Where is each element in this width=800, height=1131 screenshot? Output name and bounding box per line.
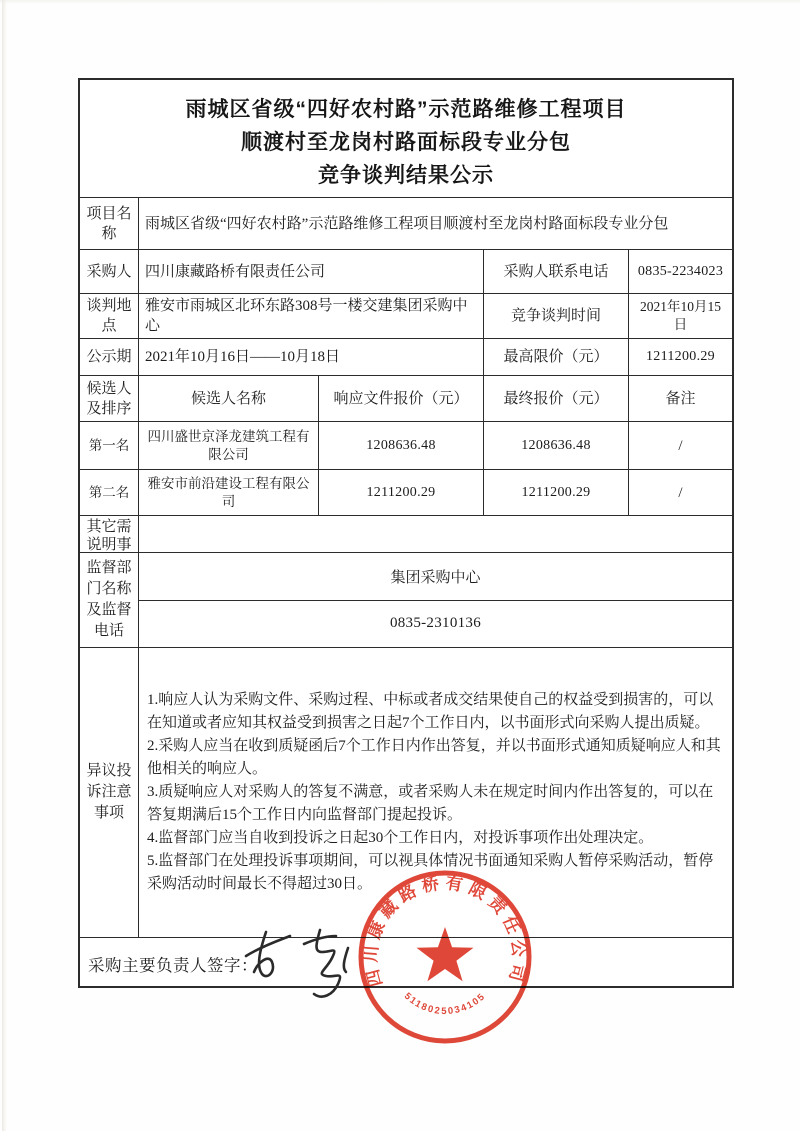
objection-item-4: 4.监督部门应当自收到投诉之日起30个工作日内，对投诉事项作出处理决定。 — [147, 830, 654, 846]
negotiation-time-value: 2021年10月15日 — [640, 299, 721, 332]
company-seal — [350, 862, 540, 1052]
candidates-name-header: 候选人名称 — [139, 376, 319, 421]
objection-item-5: 5.监督部门在处理投诉事项期间，可以视具体情况书面通知采购人暂停采购活动，暂停采购活动时间最长不得超过30日。 — [147, 853, 714, 892]
purchaser-phone-label: 采购人联系电话 — [484, 250, 629, 293]
negotiation-place-label: 谈判地点 — [80, 294, 139, 338]
price-limit-value: 1211200.29 — [646, 349, 715, 364]
row-other-notes — [80, 515, 732, 552]
publicity-label: 公示期 — [80, 339, 139, 375]
signature-label: 采购主要负责人签字： — [88, 955, 258, 975]
notice-table — [78, 78, 734, 988]
title-line-3: 竞争谈判结果公示 — [318, 163, 494, 187]
candidate-row-1 — [80, 421, 732, 469]
candidates-header-row — [80, 375, 732, 421]
candidate-2-name: 雅安市前沿建设工程有限公司 — [139, 470, 319, 515]
title-line-1: 雨城区省级“四好农村路”示范路维修工程项目 — [185, 97, 627, 121]
candidates-rank-header: 候选人及排序 — [80, 376, 139, 421]
candidate-2-remark: / — [678, 484, 683, 501]
candidate-1-remark: / — [678, 437, 683, 454]
publicity-value: 2021年10月16日——10月18日 — [139, 339, 484, 375]
seal-company-name: 四川康藏路桥有限责任公司 — [361, 873, 529, 989]
seal-registration-code: 5118025034105 — [401, 990, 489, 1018]
row-supervision — [80, 552, 732, 647]
paper-scan-edge-top — [0, 0, 800, 4]
candidate-1-rank: 第一名 — [80, 422, 139, 469]
candidate-2-rank: 第二名 — [80, 470, 139, 515]
candidate-row-2 — [80, 469, 732, 515]
objection-item-3: 3.质疑响应人对采购人的答复不满意，或者采购人未在规定时间内作出答复的，可以在答复期满后15个工作日内向监督部门提起投诉。 — [147, 784, 714, 823]
other-notes-label: 其它需说明事 — [80, 516, 139, 556]
purchaser-value: 四川康藏路桥有限责任公司 — [139, 250, 484, 293]
objection-item-1: 1.响应人认为采购文件、采购过程、中标或者成交结果使自己的权益受到损害的，可以在知道或者应知其权益受到损害之日起7个工作日内，以书面形式向采购人提出质疑。 — [147, 692, 714, 731]
row-negotiation — [80, 293, 732, 338]
supervision-phone: 0835-2310136 — [389, 615, 482, 632]
negotiation-place-value: 雅安市雨城区北环东路308号一楼交建集团采购中心 — [139, 294, 484, 338]
svg-text:5118025034105 — [402, 991, 488, 1017]
supervision-label: 监督部门名称及监督电话 — [80, 553, 139, 647]
price-limit-label: 最高限价（元） — [484, 339, 629, 375]
other-notes-value — [139, 516, 732, 556]
candidates-final-price-header: 最终报价（元） — [484, 376, 629, 421]
seal-star-icon — [417, 927, 474, 981]
supervision-values — [139, 553, 732, 647]
candidates-doc-price-header: 响应文件报价（元） — [319, 376, 484, 421]
candidate-2-final-price: 1211200.29 — [484, 470, 629, 515]
candidate-1-name: 四川盛世京泽龙建筑工程有限公司 — [139, 422, 319, 469]
notice-title — [80, 80, 732, 197]
row-project-name — [80, 197, 732, 249]
objection-item-2: 2.采购人应当在收到质疑函后7个工作日内作出答复，并以书面形式通知质疑响应人和其他相关的响应人。 — [147, 738, 721, 777]
project-name-value: 雨城区省级“四好农村路”示范路维修工程项目顺渡村至龙岗村路面标段专业分包 — [145, 215, 669, 232]
purchaser-label: 采购人 — [80, 250, 139, 293]
supervision-department: 集团采购中心 — [139, 553, 732, 601]
paper-scan-edge — [2, 0, 7, 1131]
candidate-1-final-price: 1208636.48 — [484, 422, 629, 469]
purchaser-phone-value: 0835-2234023 — [637, 263, 724, 279]
row-publicity — [80, 338, 732, 375]
project-name-label: 项目名称 — [80, 198, 139, 249]
title-line-2: 顺渡村至龙岗村路面标段专业分包 — [241, 130, 571, 154]
candidate-1-doc-price: 1208636.48 — [319, 422, 484, 469]
negotiation-time-label: 竞争谈判时间 — [484, 294, 629, 338]
objection-label: 异议投诉注意事项 — [80, 648, 139, 937]
row-purchaser — [80, 249, 732, 293]
candidates-remark-header: 备注 — [665, 390, 696, 407]
candidate-2-doc-price: 1211200.29 — [319, 470, 484, 515]
